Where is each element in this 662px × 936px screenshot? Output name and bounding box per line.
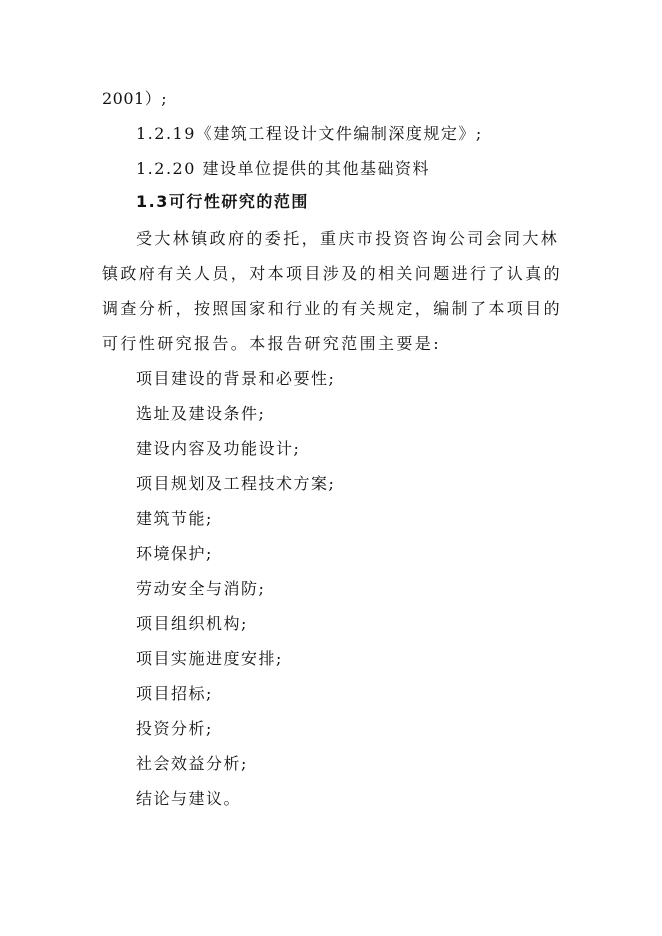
paragraph-line: 镇政府有关人员，对本项目涉及的相关问题进行了认真的 <box>102 264 563 283</box>
scope-list-item: 项目规划及工程技术方案; <box>136 474 336 493</box>
scope-list-item: 建设内容及功能设计; <box>136 439 301 458</box>
paragraph-line: 可行性研究报告。本报告研究范围主要是: <box>102 334 441 353</box>
paragraph-line: 调查分析，按照国家和行业的有关规定，编制了本项目的 <box>102 299 563 318</box>
scope-list-item: 项目招标; <box>136 684 213 703</box>
reference-item: 1.2.20 建设单位提供的其他基础资料 <box>136 159 430 178</box>
scope-list-item: 项目实施进度安排; <box>136 649 283 668</box>
scope-list-item: 环境保护; <box>136 544 213 563</box>
scope-list-item: 劳动安全与消防; <box>136 579 266 598</box>
reference-item: 1.2.19《建筑工程设计文件编制深度规定》; <box>136 124 483 143</box>
scope-list-item: 投资分析; <box>136 719 213 738</box>
scope-list-item: 社会效益分析; <box>136 754 248 773</box>
paragraph-line: 受大林镇政府的委托，重庆市投资咨询公司会同大林 <box>136 229 560 248</box>
scope-list-item: 项目组织机构; <box>136 614 248 633</box>
continued-reference-line: 2001）; <box>102 89 168 108</box>
scope-list-item: 建筑节能; <box>136 509 213 528</box>
scope-list-item: 选址及建设条件; <box>136 404 266 423</box>
scope-list-item: 项目建设的背景和必要性; <box>136 369 336 388</box>
scope-list-item: 结论与建议。 <box>136 789 242 808</box>
section-heading: 1.3可行性研究的范围 <box>136 192 309 211</box>
